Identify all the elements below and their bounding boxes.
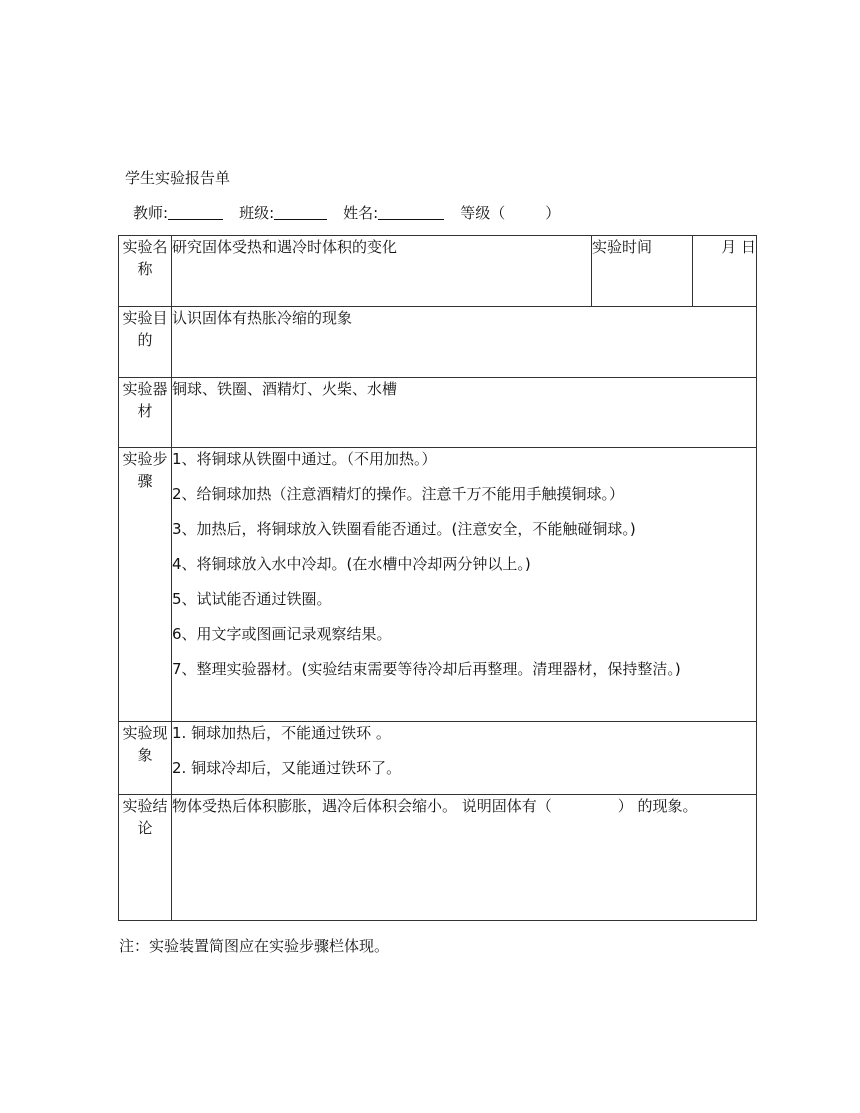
row-label: 实验名称 [119,236,172,307]
table-row-name [119,236,757,307]
list-item: 5、试试能否通过铁圈。 [172,590,332,608]
experiment-equipment: 铜球、铁圈、酒精灯、火柴、水槽 [172,378,757,448]
list-item: 6、用文字或图画记录观察结果。 [172,625,392,643]
list-item: 2. 铜球冷却后，又能通过铁环了。 [172,759,402,777]
row-label: 实验现象 [119,722,172,795]
report-table [118,235,757,921]
experiment-date: 月 日 [693,236,757,307]
row-label: 实验器材 [119,378,172,448]
list-item: 4、将铜球放入水中冷却。(在水槽中冷却两分钟以上。) [172,555,531,573]
conclusion-prefix: 物体受热后体积膨胀，遇冷后体积会缩小。 说明固体有（ [172,797,552,815]
teacher-blank[interactable] [168,205,223,220]
list-item: 1. 铜球加热后，不能通过铁环 。 [172,724,391,742]
grade-close: ） [545,204,561,222]
report-meta [133,202,560,223]
row-label: 实验结论 [119,795,172,921]
table-row-conclusion [119,795,757,921]
table-row-steps [119,448,757,722]
conclusion-suffix: ） 的现象。 [617,797,698,815]
page-title: 学生实验报告单 [125,169,231,187]
experiment-steps [172,448,757,722]
table-row-phenomenon [119,722,757,795]
teacher-label: 教师: [133,204,169,222]
list-item: 1、将铜球从铁圈中通过。（不用加热。） [172,450,437,468]
footnote: 注：实验装置简图应在实验步骤栏体现。 [119,937,390,955]
experiment-phenomenon [172,722,757,795]
list-item: 7、整理实验器材。(实验结束需要等待冷却后再整理。清理器材，保持整洁。) [172,660,681,678]
experiment-time-label: 实验时间 [592,236,693,307]
list-item: 2、给铜球加热（注意酒精灯的操作。注意千万不能用手触摸铜球。） [172,485,625,503]
list-item: 3、加热后，将铜球放入铁圈看能否通过。(注意安全，不能触碰铜球。) [172,520,636,538]
class-label: 班级: [239,204,275,222]
table-row-equipment [119,378,757,448]
experiment-name: 研究固体受热和遇冷时体积的变化 [172,236,592,307]
table-row-purpose [119,307,757,378]
name-blank[interactable] [378,205,444,220]
row-label: 实验步骤 [119,448,172,722]
experiment-purpose: 认识固体有热胀冷缩的现象 [172,307,757,378]
row-label: 实验目的 [119,307,172,378]
grade-label: 等级（ [460,204,506,222]
name-label: 姓名: [343,204,379,222]
experiment-conclusion [172,795,757,921]
class-blank[interactable] [274,205,327,220]
